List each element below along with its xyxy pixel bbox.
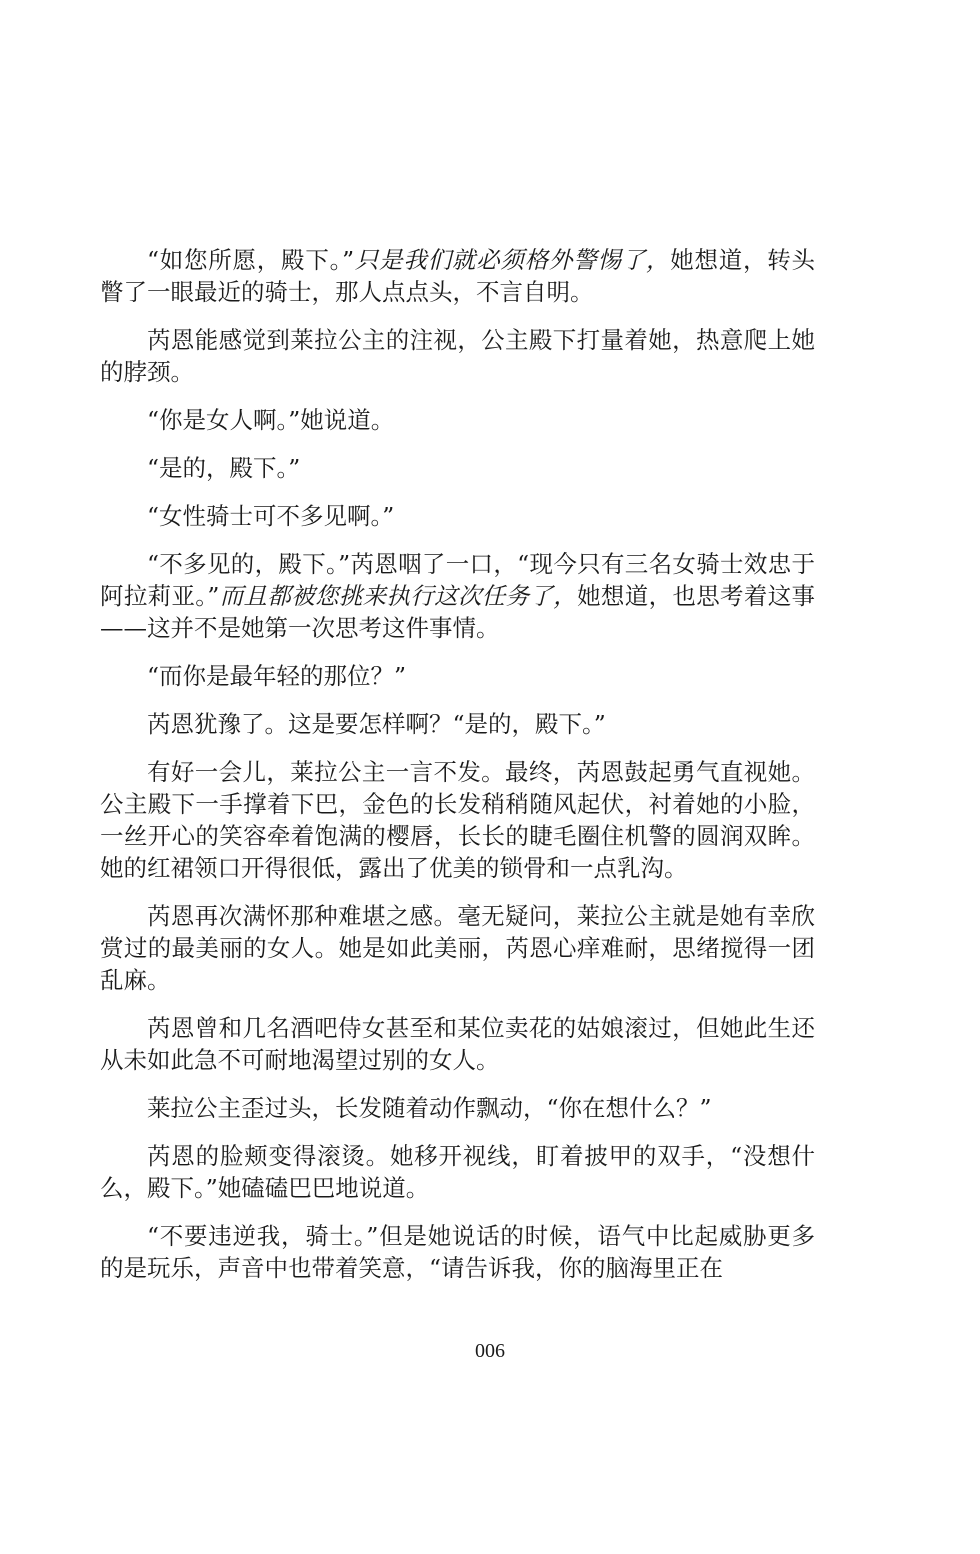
text-run: 她想道，也思考着这事——这并不是她第一次思考这件事情。 (100, 582, 816, 642)
text-run: 芮恩能感觉到莱拉公主的注视，公主殿下打量着她，热意爬上她的脖颈。 (100, 326, 815, 386)
page-number: 006 (475, 1340, 505, 1362)
paragraph (100, 900, 815, 996)
paragraph (100, 548, 815, 644)
paragraph (100, 756, 815, 884)
text-run: “不要违逆我，骑士。”但是她说话的时候，语气中比起威胁更多的是玩乐，声音中也带着笑意，“请告诉我，你的脑海里正在 (100, 1222, 815, 1282)
body-text (100, 244, 815, 1300)
text-run: 她想道，转头瞥了一眼最近的骑士，那人点点头，不言自明。 (100, 246, 816, 306)
text-run: 莱拉公主歪过头，长发随着动作飘动，“你在想什么？” (147, 1094, 712, 1122)
paragraph (100, 404, 815, 436)
text-run: 芮恩的脸颊变得滚烫。她移开视线，盯着披甲的双手，“没想什么，殿下。”她磕磕巴巴地说道。 (100, 1142, 815, 1202)
paragraph (100, 1012, 815, 1076)
paragraph (100, 244, 815, 308)
text-run: “女性骑士可不多见啊。” (147, 502, 395, 530)
paragraph (100, 324, 815, 388)
paragraph (100, 1220, 815, 1284)
paragraph (100, 1092, 815, 1124)
text-run: “你是女人啊。”她说道。 (147, 406, 395, 434)
text-run: “而你是最年轻的那位？” (147, 662, 407, 690)
text-run: “是的，殿下。” (147, 454, 301, 482)
text-run: 芮恩再次满怀那种难堪之感。毫无疑问，莱拉公主就是她有幸欣赏过的最美丽的女人。她是如此美丽，芮恩心痒难耐，思绪搅得一团乱麻。 (100, 902, 815, 994)
text-run: 有好一会儿，莱拉公主一言不发。最终，芮恩鼓起勇气直视她。公主殿下一手撑着下巴，金色的长发稍稍随风起伏，衬着她的小脸，一丝开心的笑容牵着饱满的樱唇，长长的睫毛圈住机警的圆润双眸。她的红裙领口开得很低，露出了优美的锁骨和一点乳沟。 (100, 758, 815, 882)
paragraph (100, 1140, 815, 1204)
text-run: “不多见的，殿下。”芮恩咽了一口，“现今只有三名女骑士效忠于阿拉莉亚。” (100, 550, 815, 610)
italic-thought: 而且都被您挑来执行这次任务了， (219, 582, 578, 610)
paragraph (100, 708, 815, 740)
paragraph (100, 500, 815, 532)
italic-thought: 只是我们就必须格外警惕了， (354, 246, 671, 274)
text-run: “如您所愿，殿下。” (147, 246, 355, 274)
text-run: 芮恩犹豫了。这是要怎样啊？“是的，殿下。” (147, 710, 606, 738)
paragraph (100, 660, 815, 692)
text-run: 芮恩曾和几名酒吧侍女甚至和某位卖花的姑娘滚过，但她此生还从未如此急不可耐地渴望过别的女人。 (100, 1014, 815, 1074)
paragraph (100, 452, 815, 484)
